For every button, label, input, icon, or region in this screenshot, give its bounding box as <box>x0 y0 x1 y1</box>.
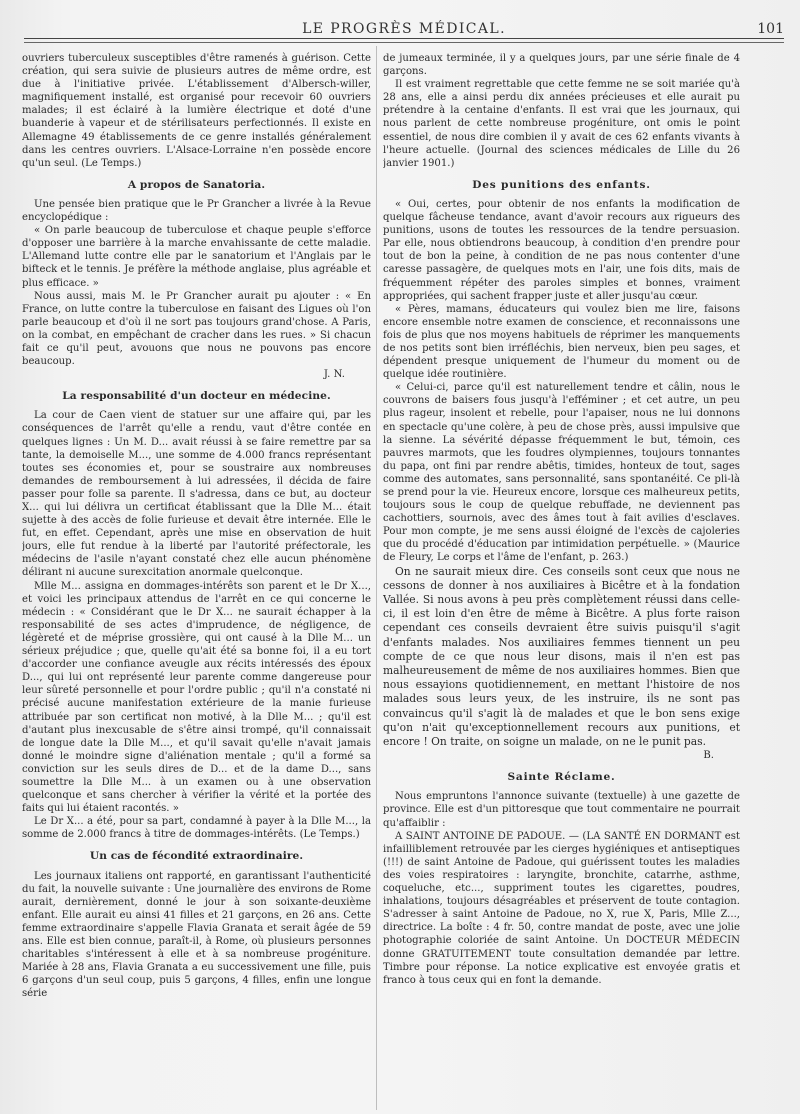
article-title-punitions: Des punitions des enfants. <box>472 178 651 191</box>
header-rule <box>24 38 784 43</box>
article-continuation: de jumeaux terminée, il y a quelques jours, par une série finale de 4 garçons. <box>383 53 740 78</box>
paragraph: On ne saurait mieux dire. Ces conseils sont ceux que nous ne cessons de donner à nos auxiliaires à Bicêtre et à la fondation Vallée. Si nous avons à peu près complètement réussi dans celle-ci, il est loin d'en être de même à Bicêtre. A plus forte raison cependant ces conseils devraient être suivis puisqu'il s'agit d'enfants malades. Nos auxiliaires femmes tiennent un peu compte de ce que nous leur disons, mais il n'en est pas malheureusement de même de nos auxiliaires hommes. Bien que nous essayions quotidiennement, en mettant l'histoire de nos malades sous leurs yeux, de les instruire, ils ne sont pas convaincus qu'il s'agit là de malades et que le bon sens exige qu'on n'ait qu'exceptionnellement recours aux punitions, et encore ! On traite, on soigne un malade, on ne le punit pas. <box>383 564 740 748</box>
left-column <box>22 52 371 1108</box>
page-number: 101 <box>757 21 784 37</box>
right-column <box>383 52 740 1108</box>
article-title-responsabilite: La responsabilité d'un docteur en médecine. <box>62 390 331 403</box>
paragraph: Le Dr X... a été, pour sa part, condamné à payer à la Dlle M..., la somme de 2.000 francs à titre de dommages-intérêts. (Le Temps.) <box>22 816 371 841</box>
paragraph: A SAINT ANTOINE DE PADOUE. — (LA SANTÉ EN DORMANT est infailliblement retrouvée par les cierges hygiéniques et antiseptiques (!!!) de saint Antoine de Padoue, qui guérissent toutes les maladies des voies respiratoires : laryngite, bronchite, catarrhe, asthme, coqueluche, etc..., suppriment toutes les cigarettes, poudres, inhalations, toujours désagréables et préservent de toute contagion. S'adresser à saint Antoine de Padoue, no X, rue X, Paris, Mlle Z..., directrice. La boîte : 4 fr. 50, contre mandat de poste, avec une jolie photographie coloriée de saint Antoine. Un DOCTEUR MÉDECIN donne GRATUITEMENT toute consultation demandée par lettre. Timbre pour réponse. La notice explicative est envoyée gratis et franco à tous ceux qui en font la demande. <box>383 830 740 986</box>
paragraph: La cour de Caen vient de statuer sur une affaire qui, par les conséquences de l'arrêt qu'elle a rendu, vaut d'être contée en quelques lignes : Un M. D... avait réussi à se faire remettre par sa tante, la demoiselle M..., une somme de 4.000 francs représentant toutes ses économies et, pour se soustraire aux nombreuses demandes de remboursement à lui adressées, il décida de faire passer pour folle sa parente. Il s'adressa, dans ce but, au docteur X... qui lui délivra un certificat établissant que la Dlle M... était sujette à des accès de folie furieuse et devait être internée. Elle le fut, en effet. Cependant, après une mise en observation de huit jours, elle fut rendue à la liberté par l'autorité préfectorale, les médecins de l'asile n'ayant constaté chez elle aucun phénomène délirant ni aucune surexcitation anormale quelconque. <box>22 410 371 579</box>
paragraph: Mlle M... assigna en dommages-intérêts son parent et le Dr X..., et voici les principaux attendus de l'arrêt en ce qui concerne le médecin : « Considérant que le Dr X... ne saurait échapper à la responsabilité de ses actes d'imprudence, de négligence, de légèreté et de méprise grossière, qui ont causé à la Dlle M... un sérieux préjudice ; que, quelle qu'ait été sa bonne foi, il a eu tort d'accorder une confiance aveugle aux récits intéressés des époux D..., qui lui ont représenté leur parente comme dangereuse pour leur sûreté personnelle et pour l'ordre public ; qu'il n'a constaté ni précisé aucune manifestation extérieure de la manie furieuse attribuée par son certificat non motivé, à la Dlle M... ; qu'il est d'autant plus inexcusable de s'être ainsi trompé, qu'il connaissait de longue date la Dlle M..., et qu'il savait qu'elle n'avait jamais donné le moindre signe d'aliénation mentale ; qu'il a formé sa conviction sur les seuls dires de D... et de la dame D..., sans soumettre la Dlle M... à un examen ou à une observation quelconque et sans chercher à vérifier la vérité et la portée des faits qui lui étaient racontés. » <box>22 580 371 815</box>
page-header <box>24 19 784 39</box>
paragraph: « On parle beaucoup de tuberculose et chaque peuple s'efforce d'opposer une barrière à la marche envahissante de cette maladie. L'Allemand lutte contre elle par le sanatorium et l'Anglais par le bifteck et le tennis. Je préfère la méthode anglaise, plus agréable et plus efficace. » <box>22 225 371 289</box>
journal-title: LE PROGRÈS MÉDICAL. <box>302 21 506 37</box>
article-title-reclame: Sainte Réclame. <box>507 771 616 784</box>
signature: B. <box>703 750 714 762</box>
signature: J. N. <box>323 369 345 381</box>
article-continuation: ouvriers tuberculeux susceptibles d'être ramenés à guérison. Cette création, qui sera suivie de plusieurs autres de même ordre, est due à l'initiative privée. L'établissement d'Albersch-willer, magnifiquement installé, est organisé pour recevoir 60 ouvriers malades; il est éclairé à la lumière électrique et doté d'une buanderie à vapeur et de stérilisateurs perfectionnés. Il existe en Allemagne 49 établissements de ce genre installés généralement dans les centres ouvriers. L'Alsace-Lorraine n'en possède encore qu'un seul. (Le Temps.) <box>22 53 371 169</box>
paragraph: « Celui-ci, parce qu'il est naturellement tendre et câlin, nous le couvrons de baisers fous jusqu'à l'efféminer ; et cet autre, un peu plus rageur, insolent et rebelle, pour l'apaiser, nous ne lui donnons en spectacle qu'une colère, à peu de chose près, aussi impulsive que la sienne. La sévérité dépasse fréquemment le but, témoin, ces pauvres marmots, que les foudres olympiennes, toujours tonnantes du papa, ont fini par rendre abêtis, timides, honteux de tout, sages comme des automates, sans personnalité, sans spontanéité. Ce pli-là se prend pour la vie. Heureux encore, lorsque ces malheureux petits, toujours sous le coup de quelque rebuffade, ne deviennent pas cachottiers, sournois, avec des âmes tout à fait avilies d'esclaves. Pour mon compte, je me sens aussi éloigné de l'excès de cajoleries que du procédé d'éducation par intimidation perpétuelle. » (Maurice de Fleury, Le corps et l'âme de l'enfant, p. 263.) <box>383 382 740 564</box>
paragraph: « Pères, mamans, éducateurs qui voulez bien me lire, faisons encore ensemble notre examen de conscience, et reconnaissons une fois de plus que nos moyens habituels de réprimer les manquements de nos petits sont bien irréfléchis, bien nerveux, bien peu sages, et dépendent presque uniquement de l'humeur du moment ou de quelque idée routinière. <box>383 303 740 381</box>
paragraph: Nous empruntons l'annonce suivante (textuelle) à une gazette de province. Elle est d'un pittoresque que tout commentaire ne pourrait qu'affaiblir : <box>383 791 740 829</box>
paragraph: « Oui, certes, pour obtenir de nos enfants la modification de quelque fâcheuse tendance, avant d'avoir recours aux rigueurs des punitions, usons de toutes les ressources de la tendre persuasion. Par elle, nous obtiendrons beaucoup, à condition d'en prendre pour tout de bon la peine, à condition de ne pas nous contenter d'une caresse passagère, de quelques mots en l'air, une fois dits, mais de fréquemment répéter des paroles simples et bonnes, vraiment appropriées, qui sachent frapper juste et aller jusqu'au cœur. <box>383 198 740 302</box>
article-title-fecondite: Un cas de fécondité extraordinaire. <box>89 850 304 863</box>
paragraph: Les journaux italiens ont rapporté, en garantissant l'authenticité du fait, la nouvelle suivante : Une journalière des environs de Rome aurait, dernièrement, donné le jour à son soixante-deuxième enfant. Elle aurait eu ainsi 41 filles et 21 garçons, en 26 ans. Cette femme extraordinaire s'appelle Flavia Granata et serait âgée de 59 ans. Elle est bien connue, paraît-il, à Rome, où plusieurs personnes charitables s'intéressent à elle et à sa nombreuse progéniture. Mariée à 28 ans, Flavia Granata a eu successivement une fille, puis 6 garçons d'un seul coup, puis 5 garçons, 4 filles, enfin une longue série <box>22 870 371 1000</box>
paragraph: Une pensée bien pratique que le Pr Grancher a livrée à la Revue encyclopédique : <box>22 198 371 224</box>
paragraph: Il est vraiment regrettable que cette femme ne se soit mariée qu'à 28 ans, elle a ainsi perdu dix années précieuses et elle aurait pu prétendre à la centaine d'enfants. Il est vrai que les journaux, qui nous parlent de cette nombreuse progéniture, ont omis le point essentiel, de nous dire combien il y avait de ces 62 enfants vivants à l'heure actuelle. (Journal des sciences médicales de Lille du 26 janvier 1901.) <box>383 79 740 169</box>
paragraph: Nous aussi, mais M. le Pr Grancher aurait pu ajouter : « En France, on lutte contre la tuberculose en faisant des Ligues où l'on parle beaucoup et d'où il ne sort pas toujours grand'chose. A Paris, on la combat, en empêchant de cracher dans les rues. » Si chacun fait ce qu'il peut, avouons que nous ne pouvons pas encore beaucoup. <box>22 290 371 368</box>
column-divider <box>376 46 377 1110</box>
article-title-sanatoria: A propos de Sanatoria. <box>127 178 266 191</box>
